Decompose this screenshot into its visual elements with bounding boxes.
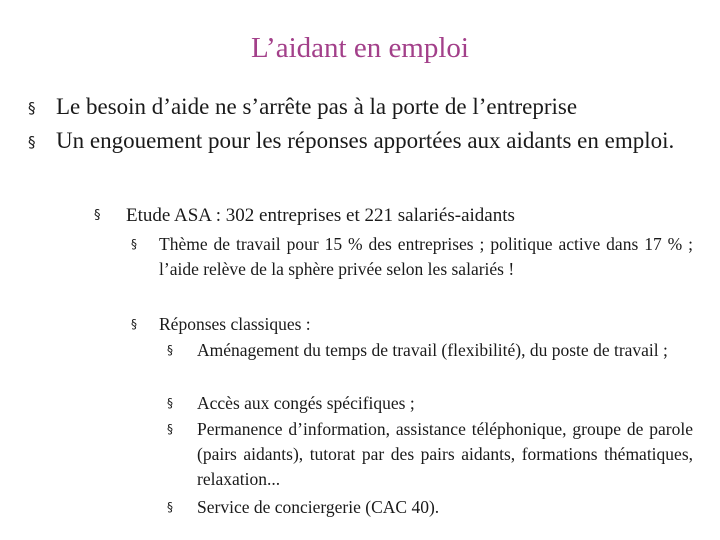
bullet-icon: § bbox=[28, 133, 36, 151]
slide-title: L’aidant en emploi bbox=[251, 32, 469, 64]
detail-bullet-text: Service de conciergerie (CAC 40). bbox=[197, 497, 440, 517]
detail-bullet-item bbox=[167, 338, 693, 363]
bullet-icon: § bbox=[167, 500, 173, 514]
sub-bullet-text: Etude ASA : 302 entreprises et 221 salariés-aidants bbox=[126, 205, 515, 226]
detail-bullet-item bbox=[167, 417, 693, 492]
bullet-icon: § bbox=[131, 237, 137, 251]
sub-sub-bullet-text: Réponses classiques : bbox=[159, 314, 311, 334]
bullet-icon: § bbox=[94, 208, 101, 223]
detail-bullet-text: Aménagement du temps de travail (flexibilité), du poste de travail ; bbox=[197, 340, 668, 360]
bullet-item bbox=[28, 126, 693, 156]
sub-sub-bullet-text: Thème de travail pour 15 % des entreprises ; politique active dans 17 % ; l’aide relève de la sphère privée selon les salariés ! bbox=[159, 234, 693, 279]
detail-bullet-text: Permanence d’information, assistance téléphonique, groupe de parole (pairs aidants), tutorat par des pairs aidants, formations thématiques, relaxation... bbox=[197, 419, 693, 489]
sub-bullet-item bbox=[94, 203, 654, 228]
bullet-text: Le besoin d’aide ne s’arrête pas à la porte de l’entreprise bbox=[56, 94, 578, 119]
bullet-icon: § bbox=[167, 396, 173, 410]
detail-bullet-text: Accès aux congés spécifiques ; bbox=[197, 393, 415, 413]
sub-sub-bullet-item bbox=[131, 312, 693, 337]
bullet-text: Un engouement pour les réponses apportées aux aidants en emploi. bbox=[56, 128, 675, 153]
bullet-icon: § bbox=[167, 422, 173, 436]
bullet-icon: § bbox=[28, 99, 36, 117]
detail-bullet-item bbox=[167, 391, 693, 416]
detail-bullet-item bbox=[167, 495, 693, 520]
bullet-icon: § bbox=[131, 317, 137, 331]
bullet-icon: § bbox=[167, 343, 173, 357]
bullet-item bbox=[28, 92, 693, 122]
sub-sub-bullet-item bbox=[131, 232, 693, 282]
